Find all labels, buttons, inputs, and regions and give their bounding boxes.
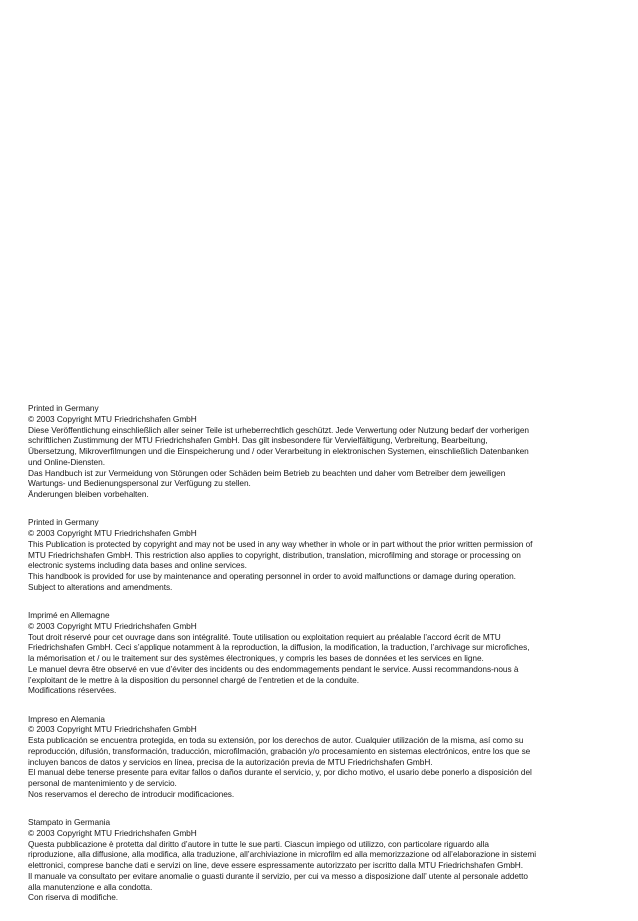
printed-in-line: Printed in Germany bbox=[28, 517, 99, 528]
notice-section-english bbox=[28, 517, 614, 592]
notice-text-line: Il manuale va consultato per evitare anomalie o guasti durante il servizio, per cui va messo a disposizione dall’ utente al personale addetto bbox=[28, 870, 528, 881]
notice-section-german bbox=[28, 403, 614, 500]
copyright-line: © 2003 Copyright MTU Friedrichshafen GmbH bbox=[28, 724, 197, 735]
notice-text-line: Tout droit réservé pour cet ouvrage dans son intégralité. Toute utilisation ou exploitation requiert au préalable l’accord écrit de MTU bbox=[28, 631, 501, 642]
notice-text-line: Das Handbuch ist zur Vermeidung von Störungen oder Schäden beim Betrieb zu beachten und daher vom Betreiber dem jeweiligen bbox=[28, 467, 506, 478]
copyright-line: © 2003 Copyright MTU Friedrichshafen GmbH bbox=[28, 413, 197, 424]
notice-text-line: This handbook is provided for use by maintenance and operating personnel in order to avoid malfunctions or damage during operation. bbox=[28, 571, 516, 581]
notice-text-line: Questa pubblicazione è protetta dal diritto d’autore in tutte le sue parti. Ciascun impiego od utilizzo, con particolare riguardo alla bbox=[28, 838, 489, 849]
copyright-line: © 2003 Copyright MTU Friedrichshafen GmbH bbox=[28, 620, 197, 631]
notice-text-line: Le manuel devra être observé en vue d’éviter des incidents ou des endommagements pendant le service. Aussi recommandons-nous à bbox=[28, 663, 519, 674]
notice-section-spanish bbox=[28, 714, 614, 800]
notice-text-line: MTU Friedrichshafen GmbH. This restriction also applies to copyright, distribution, translation, microfilming and storage or processing on bbox=[28, 549, 521, 560]
notice-text-line: Friedrichshafen GmbH. Ceci s’applique notamment à la reproduction, la diffusion, la modification, la traduction, l’archivage sur microfiches, bbox=[28, 642, 530, 653]
notice-text-line: Subject to alterations and amendments. bbox=[28, 581, 173, 592]
notice-text-line: und Online-Diensten. bbox=[28, 456, 105, 467]
notice-text-line: la mémorisation et / ou le traitement sur des systèmes électroniques, y compris les bases de données et les services en ligne. bbox=[28, 653, 484, 663]
printed-in-line: Imprimé en Allemagne bbox=[28, 610, 110, 620]
notice-text-line: electronic systems including data bases and online services. bbox=[28, 560, 247, 571]
notice-text-line: Änderungen bleiben vorbehalten. bbox=[28, 489, 149, 499]
notice-text-line: Wartungs- und Bedienungspersonal zur Verfügung zu stellen. bbox=[28, 478, 251, 489]
printed-in-line: Printed in Germany bbox=[28, 403, 99, 413]
notice-text-line: incluyen bancos de datos y servicios en línea, precisa de la autorización previa de MTU Friedrichshafen GmbH. bbox=[28, 756, 433, 767]
printed-in-line: Impreso en Alemania bbox=[28, 713, 105, 724]
notice-text-line: elettronici, comprese banche dati e servizi on line, deve essere espressamente autorizzato per iscritto dalla MTU Friedrichshafen GmbH. bbox=[28, 860, 523, 870]
notice-text-line: Modifications réservées. bbox=[28, 685, 117, 696]
notice-text-line: l’exploitant de le mettre à la disposition du personnel chargé de l’entretien et de la conduite. bbox=[28, 674, 359, 685]
notice-text-line: schriftlichen Zustimmung der MTU Friedrichshafen GmbH. Das gilt insbesondere für Vervielfältigung, Verbreitung, Bearbeitung, bbox=[28, 435, 488, 446]
notice-section-french bbox=[28, 610, 614, 696]
copyright-line: © 2003 Copyright MTU Friedrichshafen GmbH bbox=[28, 528, 197, 538]
copyright-line: © 2003 Copyright MTU Friedrichshafen GmbH bbox=[28, 827, 197, 838]
notice-text-line: alla manutenzione e alla condotta. bbox=[28, 881, 153, 892]
notice-text-line: personal de mantenimiento y de servicio. bbox=[28, 778, 177, 788]
notice-text-line: This Publication is protected by copyright and may not be used in any way whether in whole or in part without the prior written permission of bbox=[28, 538, 533, 549]
notice-text-line: Übersetzung, Mikroverfilmungen und die Einspeicherung und / oder Verarbeitung in elektronischen Systemen, einschließlich Datenbanken bbox=[28, 446, 529, 456]
notice-text-line: Esta publicación se encuentra protegida, en toda su extensión, por los derechos de autor. Cualquier utilización de la misma, así como su bbox=[28, 735, 524, 745]
notice-text-line: riproduzione, alla diffusione, alla modifica, alla traduzione, all’archiviazione in microfilm ed alla memorizzazione od all’elaborazione in sistemi bbox=[28, 849, 537, 860]
printed-in-line: Stampato in Germania bbox=[28, 817, 111, 827]
notice-text-line: reproducción, difusión, transformación, traducción, microfilmación, grabación y/o procesamiento en sistemas electrónicos, entre los que se bbox=[28, 745, 531, 756]
notice-text-line: El manual debe tenerse presente para evitar fallos o daños durante el servicio, y, por dicho motivo, el usario debe ponerlo a disposición del bbox=[28, 767, 532, 778]
notice-text-line: Nos reservamos el derecho de introducir modificaciones. bbox=[28, 788, 235, 799]
notice-text-line: Con riserva di modifiche. bbox=[28, 892, 119, 903]
notice-section-italian bbox=[28, 817, 614, 903]
copyright-notice bbox=[28, 403, 614, 921]
notice-text-line: Diese Veröffentlichung einschließlich aller seiner Teile ist urheberrechtlich geschützt. Jede Verwertung oder Nutzung bedarf der vorherigen bbox=[28, 424, 529, 435]
